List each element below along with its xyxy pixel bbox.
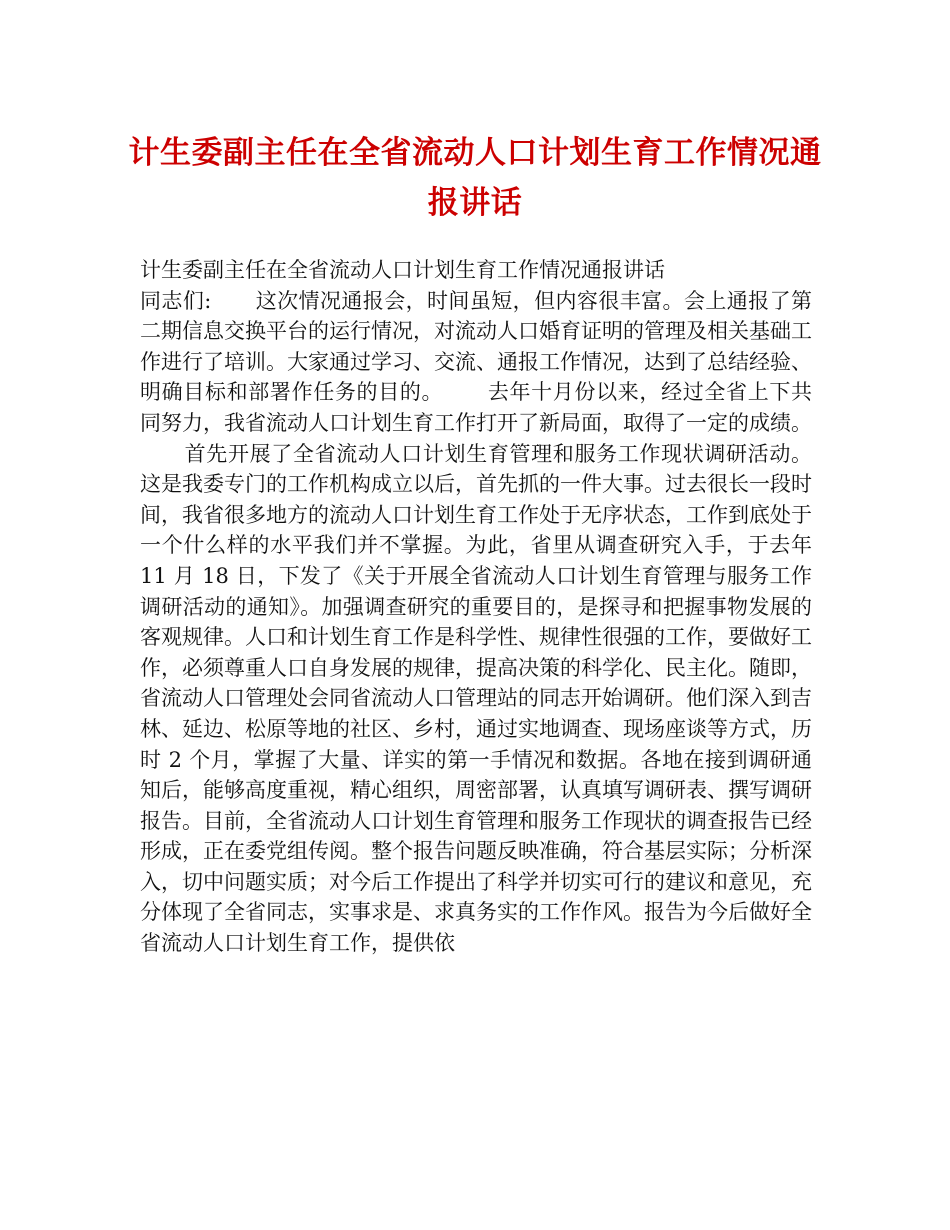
paragraph-text-2: 去年十月份以来，经过全省上下共同努力，我省流动人口计划生育工作打开了新局面，取得了一定的成绩。: [140, 380, 812, 435]
document-body: [140, 255, 812, 959]
speech-paragraph: [140, 286, 812, 959]
document-subtitle: 计生委副主任在全省流动人口计划生育工作情况通报讲话: [140, 258, 665, 282]
paragraph-text-3: 首先开展了全省流动人口计划生育管理和服务工作现状调研活动。这是我委专门的工作机构成立以后，首先抓的一件大事。过去很长一段时间，我省很多地方的流动人口计划生育工作处于无序状态，工作到底处于一个什么样的水平我们并不掌握。为此，省里从调查研究入手，于去年 11 月 18 日，下发了《关于开展全省流动人口计划生育管理与服务工作调研活动的通知》。加强调查研究的重要目的，是探寻和把握事物发展的客观规律。人口和计划生育工作是科学性、规律性很强的工作，要做好工作，必须尊重人口自身发展的规律，提高决策的科学化、民主化。随即，省流动人口管理处会同省流动人口管理站的同志开始调研。他们深入到吉林、延边、松原等地的社区、乡村，通过实地调查、现场座谈等方式，历时 2 个月，掌握了大量、详实的第一手情况和数据。各地在接到调研通知后，能够高度重视，精心组织，周密部署，认真填写调研表、撰写调研报告。目前，全省流动人口计划生育管理和服务工作现状的调查报告已经形成，正在委党组传阅。整个报告问题反映准确，符合基层实际；分析深入，切中问题实质；对今后工作提出了科学并切实可行的建议和意见，充分体现了全省同志，实事求是、求真务实的工作作风。报告为今后做好全省流动人口计划生育工作，提供依: [140, 441, 812, 956]
paragraph-text-1: 这次情况通报会，时间虽短，但内容很丰富。会上通报了第二期信息交换平台的运行情况，对流动人口婚育证明的管理及相关基础工作进行了培训。大家通过学习、交流、通报工作情况，达到了总结经验、明确目标和部署作任务的目的。: [140, 288, 812, 405]
salutation: 同志们:: [140, 288, 212, 313]
document-title: 计生委副主任在全省流动人口计划生育工作情况通报讲话: [128, 135, 822, 221]
